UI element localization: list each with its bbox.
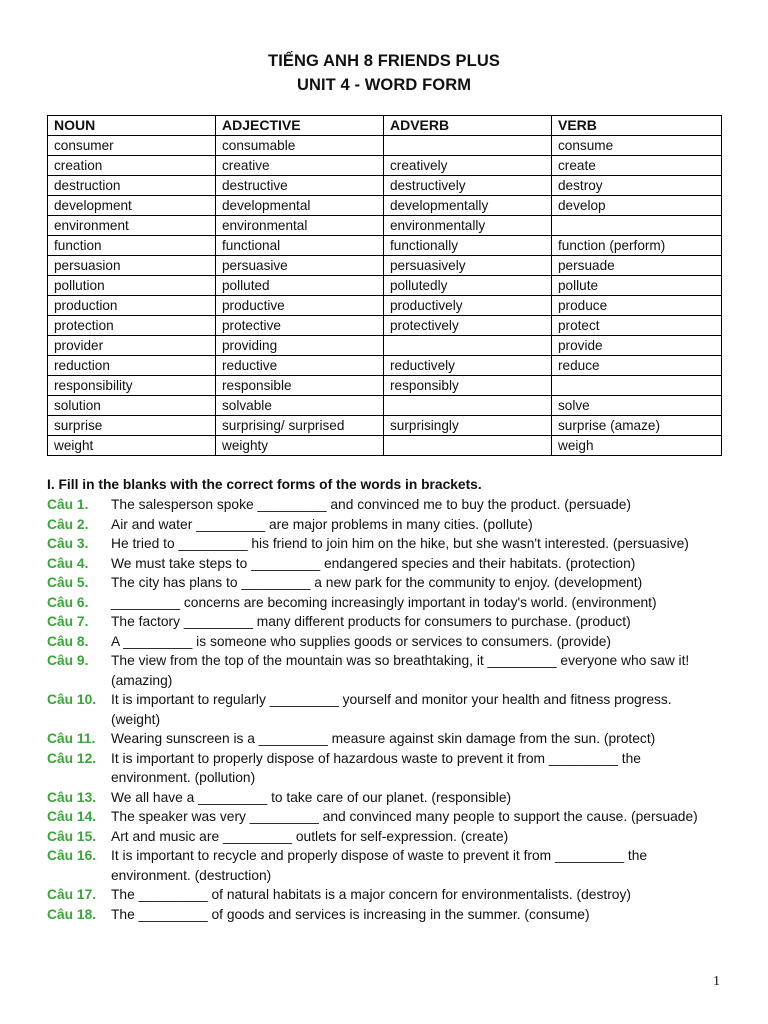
table-row — [48, 296, 722, 316]
table-cell: weigh — [552, 436, 722, 456]
table-cell: produce — [552, 296, 722, 316]
question-number: Câu 8. — [47, 633, 89, 649]
table-cell: productively — [384, 296, 552, 316]
question-number: Câu 5. — [47, 575, 89, 590]
table-row — [48, 356, 722, 376]
question-number: Câu 1. — [47, 497, 89, 512]
table-cell: responsibly — [384, 376, 552, 396]
question-item — [47, 729, 727, 749]
question-item — [47, 807, 727, 827]
question-number: Câu 6. — [47, 594, 89, 610]
table-cell: create — [552, 156, 722, 176]
question-number: Câu 10. — [47, 692, 97, 707]
table-row — [48, 396, 722, 416]
question-number: Câu 16. — [47, 848, 97, 863]
question-item — [47, 749, 727, 788]
table-row — [48, 256, 722, 276]
question-text: We all have a _________ to take care of our planet. (responsible) — [111, 789, 512, 805]
column-header: ADVERB — [384, 116, 552, 136]
table-header-row — [48, 116, 722, 136]
question-item — [47, 573, 727, 593]
document-title: TIẾNG ANH 8 FRIENDS PLUS — [268, 52, 500, 70]
question-item — [47, 846, 727, 885]
question-item — [47, 554, 727, 574]
question-number: Câu 3. — [47, 536, 89, 551]
question-text: Art and music are _________ outlets for self-expression. (create) — [111, 828, 509, 844]
table-cell: responsibility — [48, 376, 216, 396]
table-row — [48, 416, 722, 436]
question-item — [47, 612, 727, 632]
document-subtitle: UNIT 4 - WORD FORM — [296, 76, 472, 94]
table-cell: pollutedly — [384, 276, 552, 296]
table-cell — [552, 376, 722, 396]
table-cell: reduction — [48, 356, 216, 376]
question-item — [47, 632, 727, 652]
table-cell — [552, 216, 722, 236]
table-cell: environmentally — [384, 216, 552, 236]
table-row — [48, 156, 722, 176]
table-cell: consumer — [48, 136, 216, 156]
question-text: The salesperson spoke _________ and convinced me to buy the product. (persuade) — [111, 497, 632, 512]
column-header: ADJECTIVE — [216, 116, 384, 136]
table-cell — [384, 396, 552, 416]
question-number: Câu 9. — [47, 653, 89, 668]
table-cell: developmental — [216, 196, 384, 216]
table-cell: creatively — [384, 156, 552, 176]
question-number: Câu 18. — [47, 906, 97, 922]
question-text: Air and water _________ are major problems in many cities. (pollute) — [111, 516, 533, 532]
question-text: The factory _________ many different products for consumers to purchase. (product) — [111, 614, 631, 629]
table-cell: environmental — [216, 216, 384, 236]
table-cell — [384, 436, 552, 456]
question-text: The _________ of natural habitats is a major concern for environmentalists. (destroy) — [111, 887, 631, 902]
table-cell: persuade — [552, 256, 722, 276]
table-row — [48, 336, 722, 356]
table-cell — [384, 136, 552, 156]
table-cell: protection — [48, 316, 216, 336]
table-cell: persuasion — [48, 256, 216, 276]
table-cell: reductively — [384, 356, 552, 376]
column-header: VERB — [552, 116, 722, 136]
table-cell: solvable — [216, 396, 384, 416]
question-number: Câu 7. — [47, 614, 89, 629]
table-cell: surprise (amaze) — [552, 416, 722, 436]
table-row — [48, 196, 722, 216]
table-cell: surprisingly — [384, 416, 552, 436]
question-item — [47, 515, 727, 535]
table-cell: consume — [552, 136, 722, 156]
column-header: NOUN — [48, 116, 216, 136]
question-item — [47, 534, 727, 554]
question-item — [47, 885, 727, 905]
table-cell: responsible — [216, 376, 384, 396]
question-number: Câu 15. — [47, 828, 97, 844]
question-text: The _________ of goods and services is increasing in the summer. (consume) — [111, 906, 590, 922]
table-cell: solve — [552, 396, 722, 416]
table-cell: destruction — [48, 176, 216, 196]
question-text: It is important to recycle and properly dispose of waste to prevent it from _________ the environment. (destruction) — [111, 848, 648, 883]
table-cell: surprising/ surprised — [216, 416, 384, 436]
question-item — [47, 651, 727, 690]
table-cell: developmentally — [384, 196, 552, 216]
question-text: The speaker was very _________ and convinced many people to support the cause. (persuade) — [111, 809, 698, 824]
question-item — [47, 905, 727, 925]
question-number: Câu 14. — [47, 809, 97, 824]
word-form-table — [47, 115, 722, 456]
table-cell: protect — [552, 316, 722, 336]
question-text: We must take steps to _________ endangered species and their habitats. (protection) — [111, 555, 636, 571]
table-row — [48, 176, 722, 196]
question-text: It is important to properly dispose of hazardous waste to prevent it from _________ the environment. (pollution) — [111, 750, 641, 785]
question-item — [47, 788, 727, 808]
question-number: Câu 17. — [47, 887, 97, 902]
table-cell: functionally — [384, 236, 552, 256]
question-number: Câu 2. — [47, 516, 89, 532]
question-number: Câu 4. — [47, 555, 89, 571]
table-row — [48, 316, 722, 336]
question-item — [47, 690, 727, 729]
table-row — [48, 216, 722, 236]
table-cell: protective — [216, 316, 384, 336]
table-cell: surprise — [48, 416, 216, 436]
question-number: Câu 11. — [47, 731, 96, 746]
table-cell: persuasively — [384, 256, 552, 276]
question-item — [47, 593, 727, 613]
table-cell: pollute — [552, 276, 722, 296]
question-item — [47, 495, 727, 515]
table-cell: function (perform) — [552, 236, 722, 256]
table-row — [48, 376, 722, 396]
table-cell: development — [48, 196, 216, 216]
question-text: _________ concerns are becoming increasingly important in today's world. (environment) — [111, 594, 657, 610]
table-cell: function — [48, 236, 216, 256]
table-cell — [384, 336, 552, 356]
table-cell: reductive — [216, 356, 384, 376]
table-cell: provider — [48, 336, 216, 356]
table-cell: productive — [216, 296, 384, 316]
table-row — [48, 436, 722, 456]
question-text: A _________ is someone who supplies goods or services to consumers. (provide) — [111, 633, 612, 649]
question-text: The view from the top of the mountain was so breathtaking, it _________ everyone who saw it! (amazing) — [111, 653, 690, 688]
question-text: Wearing sunscreen is a _________ measure against skin damage from the sun. (protect) — [111, 731, 656, 746]
table-cell: develop — [552, 196, 722, 216]
table-cell: weighty — [216, 436, 384, 456]
question-number: Câu 13. — [47, 789, 97, 805]
question-list — [47, 495, 727, 924]
question-item — [47, 827, 727, 847]
table-cell: destructively — [384, 176, 552, 196]
table-cell: persuasive — [216, 256, 384, 276]
table-cell: polluted — [216, 276, 384, 296]
table-cell: pollution — [48, 276, 216, 296]
question-number: Câu 12. — [47, 750, 97, 766]
table-cell: providing — [216, 336, 384, 356]
table-row — [48, 276, 722, 296]
table-cell: weight — [48, 436, 216, 456]
page-number: 1 — [713, 974, 720, 989]
table-cell: creation — [48, 156, 216, 176]
question-text: The city has plans to _________ a new park for the community to enjoy. (development) — [111, 575, 643, 590]
table-cell: creative — [216, 156, 384, 176]
table-cell: production — [48, 296, 216, 316]
table-cell: consumable — [216, 136, 384, 156]
table-row — [48, 236, 722, 256]
exercise-heading: I. Fill in the blanks with the correct forms of the words in brackets. — [47, 477, 482, 492]
table-cell: destroy — [552, 176, 722, 196]
table-cell: solution — [48, 396, 216, 416]
table-row — [48, 136, 722, 156]
table-cell: provide — [552, 336, 722, 356]
table-cell: environment — [48, 216, 216, 236]
table-cell: protectively — [384, 316, 552, 336]
table-cell: destructive — [216, 176, 384, 196]
question-text: He tried to _________ his friend to join him on the hike, but she wasn't interested. (persuasive) — [111, 536, 689, 551]
table-cell: functional — [216, 236, 384, 256]
table-cell: reduce — [552, 356, 722, 376]
question-text: It is important to regularly _________ yourself and monitor your health and fitness progress. (weight) — [111, 692, 672, 727]
